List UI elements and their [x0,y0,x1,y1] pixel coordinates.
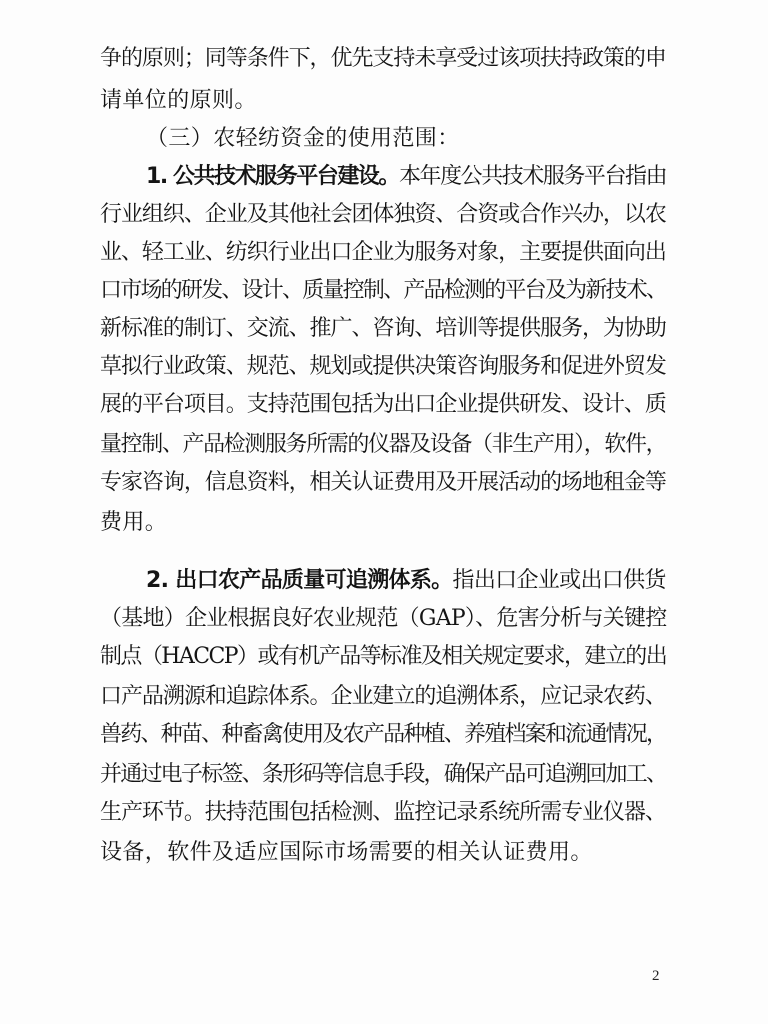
line-text: 兽药、种苗、种畜禽使用及农产品种植、养殖档案和流通情况， [100,722,667,747]
text-line [100,242,666,264]
text-line [100,512,167,534]
line-text: （三）农轻纺资金的使用范围： [146,126,460,151]
page-number: 2 [652,968,660,984]
line-text: 新标准的制订、交流、推广、咨询、培训等提供服务，为协助 [100,316,666,341]
text-line [100,204,666,226]
line-text: 口市场的研发、设计、质量控制、产品检测的平台及为新技术、 [100,278,667,303]
line-text: 费用。 [100,510,168,535]
text-line [100,724,666,746]
text-line [100,356,666,378]
text-line [100,394,666,416]
line-text: 口产品溯源和追踪体系。企业建立的追溯体系，应记录农药、 [100,684,666,709]
text-line [146,166,666,188]
text-line [100,472,666,494]
text-line [100,802,666,824]
text-line [146,570,666,592]
text-line [100,608,666,630]
line-text: 量控制、产品检测服务所需的仪器及设备（非生产用），软件， [100,432,667,457]
line-text: 业、轻工业、纺织行业出口企业为服务对象，主要提供面向出 [100,240,666,265]
line-text: 生产环节。扶持范围包括检测、监控记录系统所需专业仪器、 [100,800,666,825]
section-heading: 2. 出口农产品质量可追溯体系。 [146,568,453,593]
text-line [100,90,257,112]
line-text: 并通过电子标签、条形码等信息手段，确保产品可追溯回加工、 [100,762,667,787]
line-text: 请单位的原则。 [100,88,257,113]
text-line [100,318,666,340]
line-text: （基地）企业根据良好农业规范（GAP）、危害分析与关键控 [100,606,667,631]
line-text: 专家咨询，信息资料，相关认证费用及开展活动的场地租金等 [100,470,666,495]
line-text: 展的平台项目。支持范围包括为出口企业提供研发、设计、质 [100,392,666,417]
text-line [100,280,666,302]
line-text: 制点（HACCP）或有机产品等标准及相关规定要求，建立的出 [100,644,667,669]
text-line [100,764,666,786]
line-text: 行业组织、企业及其他社会团体独资、合资或合作兴办，以农 [100,202,666,227]
text-line [100,646,666,668]
text-line [100,48,666,70]
line-text: 争的原则；同等条件下，优先支持未享受过该项扶持政策的申 [100,46,666,71]
text-line [100,842,593,864]
line-text: 指出口企业或出口供货 [452,568,666,593]
text-line [146,128,460,150]
line-text: 草拟行业政策、规范、规划或提供决策咨询服务和促进外贸发 [100,354,666,379]
section-heading: 1. 公共技术服务平台建设。 [146,164,399,189]
text-line [100,686,666,708]
line-text: 设备，软件及适应国际市场需要的相关认证费用。 [100,840,593,865]
text-line [100,434,666,456]
line-text: 本年度公共技术服务平台指由 [399,164,667,189]
